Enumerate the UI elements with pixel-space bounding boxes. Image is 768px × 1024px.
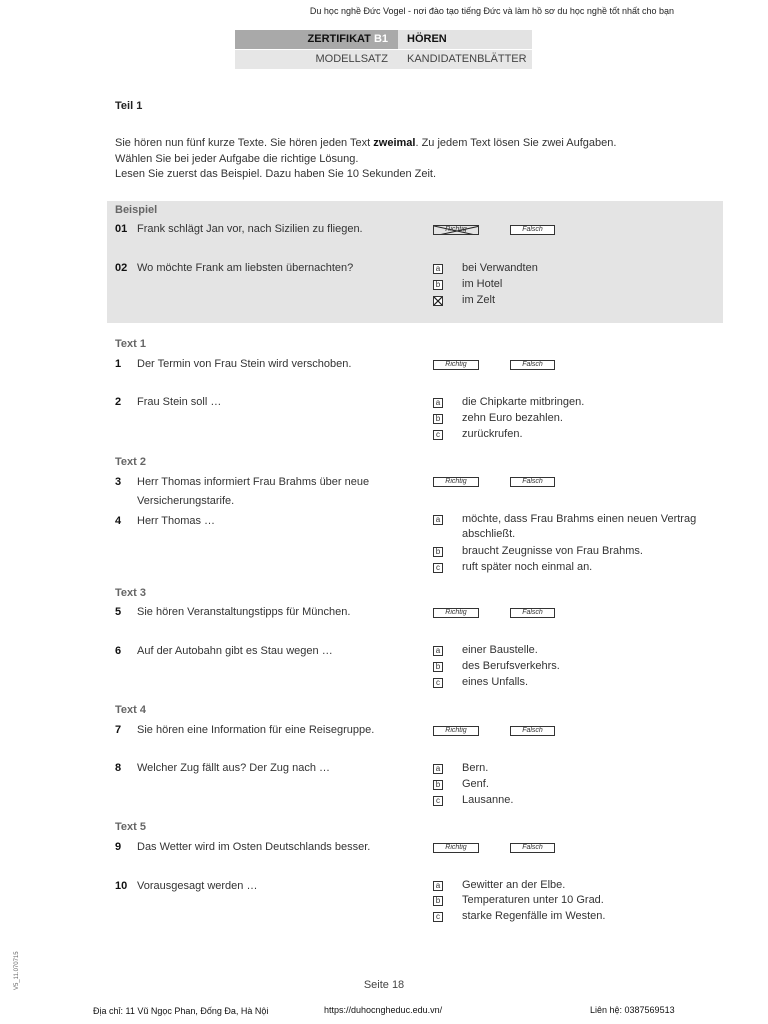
- kandidaten-label: KANDIDATENBLÄTTER: [398, 50, 532, 69]
- footer-address: Địa chỉ: 11 Vũ Ngọc Phan, Đống Đa, Hà Nội: [93, 1006, 269, 1016]
- top-note: Du học nghề Đức Vogel - nơi đào tạo tiếng Đức và làm hồ sơ du học nghề tốt nhất cho bạn: [309, 6, 674, 16]
- q4-option-c[interactable]: c ruft später noch einmal an.: [433, 561, 443, 574]
- example-question-02: Wo möchte Frank am liebsten übernachten?: [137, 262, 354, 274]
- example-heading: Beispiel: [115, 204, 158, 216]
- example-richtig-checkbox[interactable]: Richtig: [433, 225, 479, 235]
- q2-option-c[interactable]: c zurückrufen.: [433, 428, 443, 441]
- q6-option-c[interactable]: c eines Unfalls.: [433, 676, 443, 689]
- q3-richtig-checkbox[interactable]: Richtig: [433, 477, 479, 487]
- q5-falsch-checkbox[interactable]: Falsch: [510, 608, 555, 618]
- teil-heading: Teil 1: [115, 100, 143, 112]
- question-number-8: 8: [115, 762, 122, 774]
- statement-9: Das Wetter wird im Osten Deutschlands besser.: [137, 841, 371, 853]
- q5-richtig-checkbox[interactable]: Richtig: [433, 608, 479, 618]
- q9-falsch-checkbox[interactable]: Falsch: [510, 843, 555, 853]
- question-6: Auf der Autobahn gibt es Stau wegen …: [137, 645, 333, 657]
- page-number: Seite 18: [363, 979, 405, 991]
- example-number-02: 02: [115, 262, 128, 274]
- q8-option-a[interactable]: a Bern.: [433, 762, 443, 775]
- example-number-01: 01: [115, 223, 128, 235]
- q7-richtig-checkbox[interactable]: Richtig: [433, 726, 479, 736]
- text-5-heading: Text 5: [115, 821, 146, 833]
- statement-1: Der Termin von Frau Stein wird verschoben.: [137, 358, 352, 370]
- q4-option-a[interactable]: a möchte, dass Frau Brahms einen neuen Vertrag abschließt.: [433, 513, 443, 526]
- q6-option-b[interactable]: b des Berufsverkehrs.: [433, 660, 443, 673]
- example-option-c[interactable]: im Zelt: [433, 294, 443, 307]
- q3-falsch-checkbox[interactable]: Falsch: [510, 477, 555, 487]
- question-number-3: 3: [115, 476, 122, 488]
- modellsatz-label: MODELLSATZ: [235, 50, 398, 69]
- instructions: Sie hören nun fünf kurze Texte. Sie hören jeden Text zweimal. Zu jedem Text lösen Sie zwei Aufgaben. Wählen Sie bei jeder Aufgabe die richtige Lösung. Lesen Sie zuerst das Beispiel. Dazu haben Sie 10 Sekunden Zeit.: [115, 137, 617, 180]
- question-number-2: 2: [115, 396, 122, 408]
- text-3-heading: Text 3: [115, 587, 146, 599]
- footer-contact: Liên hệ: 0387569513: [590, 1005, 675, 1015]
- question-number-7: 7: [115, 724, 122, 736]
- question-2: Frau Stein soll …: [137, 396, 222, 408]
- q8-option-c[interactable]: c Lausanne.: [433, 794, 443, 807]
- question-8: Welcher Zug fällt aus? Der Zug nach …: [137, 762, 330, 774]
- checked-box-icon: [433, 296, 443, 306]
- statement-5: Sie hören Veranstaltungstipps für München.: [137, 606, 351, 618]
- example-statement-01: Frank schlägt Jan vor, nach Sizilien zu fliegen.: [137, 223, 363, 235]
- q7-falsch-checkbox[interactable]: Falsch: [510, 726, 555, 736]
- statement-7: Sie hören eine Information für eine Reisegruppe.: [137, 724, 375, 736]
- version-code: V5_11.070715: [14, 951, 20, 990]
- q10-option-c[interactable]: c starke Regenfälle im Westen.: [433, 910, 443, 923]
- question-number-10: 10: [115, 880, 128, 892]
- q10-option-a[interactable]: a Gewitter an der Elbe.: [433, 879, 443, 892]
- question-4: Herr Thomas …: [137, 515, 216, 527]
- text-1-heading: Text 1: [115, 338, 146, 350]
- example-option-a[interactable]: a bei Verwandten: [433, 262, 443, 275]
- example-option-b[interactable]: b im Hotel: [433, 278, 443, 291]
- q9-richtig-checkbox[interactable]: Richtig: [433, 843, 479, 853]
- question-number-6: 6: [115, 645, 122, 657]
- example-falsch-checkbox[interactable]: Falsch: [510, 225, 555, 235]
- statement-3: Herr Thomas informiert Frau Brahms über neue Versicherungstarife.: [137, 476, 370, 507]
- question-number-1: 1: [115, 358, 122, 370]
- cert-label: ZERTIFIKAT B1: [235, 30, 398, 49]
- question-10: Vorausgesagt werden …: [137, 880, 258, 892]
- text-2-heading: Text 2: [115, 456, 146, 468]
- question-number-5: 5: [115, 606, 122, 618]
- q1-richtig-checkbox[interactable]: Richtig: [433, 360, 479, 370]
- footer-url[interactable]: https://duhocngheduc.edu.vn/: [324, 1005, 443, 1015]
- q10-option-b[interactable]: b Temperaturen unter 10 Grad.: [433, 894, 443, 907]
- section-label: HÖREN: [398, 30, 532, 49]
- q2-option-a[interactable]: a die Chipkarte mitbringen.: [433, 396, 443, 409]
- q6-option-a[interactable]: a einer Baustelle.: [433, 644, 443, 657]
- text-4-heading: Text 4: [115, 704, 146, 716]
- q8-option-b[interactable]: b Genf.: [433, 778, 443, 791]
- q2-option-b[interactable]: b zehn Euro bezahlen.: [433, 412, 443, 425]
- question-number-4: 4: [115, 515, 122, 527]
- q1-falsch-checkbox[interactable]: Falsch: [510, 360, 555, 370]
- question-number-9: 9: [115, 841, 122, 853]
- exam-header: [235, 30, 532, 69]
- q4-option-b[interactable]: b braucht Zeugnisse von Frau Brahms.: [433, 545, 443, 558]
